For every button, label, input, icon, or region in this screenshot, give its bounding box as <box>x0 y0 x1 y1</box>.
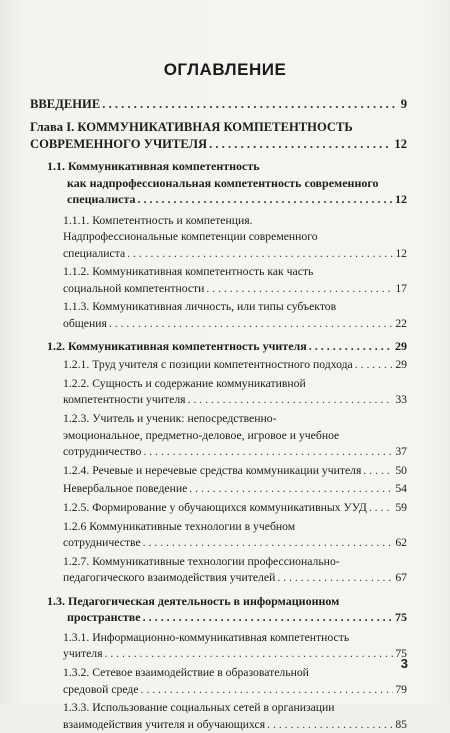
toc-entry-title-line: компетентности учителя <box>63 393 186 407</box>
toc-entry-title-line: 1.2.3. Учитель и ученик: непосредственно- <box>63 411 277 425</box>
dot-leader <box>104 646 393 663</box>
toc-entry-page: 75 <box>395 610 407 625</box>
toc-entry <box>63 665 407 698</box>
toc-entry-title-line: 1.2.2. Сущность и содержание коммуникативной <box>63 376 306 390</box>
toc-entry-page: 29 <box>395 338 407 353</box>
toc-entry-title-line: 1.2.1. Труд учителя с позиции компетентностного подхода <box>63 358 353 372</box>
dot-leader <box>141 682 394 699</box>
toc-entry-title-line: как надпрофессиональная компетентность современного <box>67 175 379 190</box>
toc-entry-title-line: 1.3. Педагогическая деятельность в информационном <box>47 593 340 608</box>
toc-entry-title-line: сотрудничество <box>63 445 142 459</box>
toc-entry <box>63 700 407 733</box>
toc-entry-title-line: средовой среде <box>63 682 139 696</box>
toc-entry-page: 17 <box>395 281 407 295</box>
toc-entry-page: 22 <box>395 317 407 331</box>
dot-leader <box>138 191 393 208</box>
toc-entry-title-line: 1.2. Коммуникативная компетентность учителя <box>47 338 307 353</box>
toc-entry-page: 29 <box>395 358 407 372</box>
toc-entry-page: 12 <box>394 137 407 151</box>
toc-entry <box>63 299 407 332</box>
toc-entry-title-line: СОВРЕМЕННОГО УЧИТЕЛЯ <box>30 137 208 151</box>
dot-leader <box>188 392 394 409</box>
dot-leader <box>369 500 394 517</box>
toc-entry <box>30 96 407 113</box>
toc-entry-title-line: специалиста <box>63 246 126 260</box>
toc-entry-title-line: специалиста <box>67 192 136 206</box>
toc-entry-title-line: взаимодействия учителя и обучающихся <box>63 717 266 731</box>
toc-entry-title-line: Глава I. КОММУНИКАТИВНАЯ КОМПЕТЕНТНОСТЬ <box>30 120 353 134</box>
toc-entry <box>63 481 407 498</box>
toc-entry-title-line: 1.1.1. Компетентность и компетенция. <box>63 213 253 227</box>
toc-entry <box>63 519 407 552</box>
toc-entry-page: 37 <box>395 445 407 459</box>
toc-entry-page: 33 <box>395 393 407 407</box>
dot-leader <box>209 136 392 153</box>
toc-entry-page: 50 <box>395 463 407 477</box>
toc-entry-title-line: 1.2.4. Речевые и неречевые средства коммуникации учителя <box>63 463 362 477</box>
toc-entry-title-line: 1.3.2. Сетевое взаимодействие в образовательной <box>63 666 309 680</box>
toc-entry <box>47 338 407 355</box>
dot-leader <box>109 316 393 333</box>
toc-entry-title-line: сотрудничестве <box>63 536 141 550</box>
toc-entry <box>63 264 407 297</box>
toc-entry-title-line: 1.2.6 Коммуникативные технологии в учебном <box>63 519 296 533</box>
toc-entry-title-line: Надпрофессиональные компетенции современного <box>63 230 318 244</box>
toc-entry-title-line: пространстве <box>67 610 141 625</box>
dot-leader <box>309 338 393 355</box>
toc-entry-title-line: общения <box>63 317 107 331</box>
dot-leader <box>267 717 393 733</box>
dot-leader <box>143 444 393 461</box>
toc-entry <box>63 213 407 263</box>
toc-entry-page: 12 <box>395 192 407 206</box>
dot-leader <box>102 96 398 113</box>
toc-entry-title-line: учителя <box>63 647 103 661</box>
toc-entry-page: 79 <box>395 682 407 696</box>
toc-entry-title-line: 1.2.7. Коммуникативные технологии профессионально- <box>63 554 340 568</box>
dot-leader <box>277 570 393 587</box>
toc-entry <box>63 500 407 517</box>
dot-leader <box>363 463 393 480</box>
toc-entry-title-line: 1.1.3. Коммуникативная личность, или типы субъектов <box>63 300 337 314</box>
dot-leader <box>355 357 394 374</box>
toc-entry-title-line: 1.1. Коммуникативная компетентность <box>47 159 260 173</box>
toc-entry-title-line: 1.2.5. Формирование у обучающихся коммуникативных УУД <box>63 500 367 514</box>
toc-entry <box>63 376 407 409</box>
toc-entry-page: 12 <box>395 246 407 260</box>
toc-entry-title-line: педагогического взаимодействия учителей <box>63 571 276 585</box>
page-number: 3 <box>400 656 408 671</box>
dot-leader <box>143 535 394 552</box>
toc-entry-title-line: 1.1.2. Коммуникативная компетентность как часть <box>63 265 314 279</box>
toc-entry-page: 59 <box>395 500 407 514</box>
toc-entry-title-line: 1.3.1. Информационно-коммуникативная компетентность <box>63 630 350 644</box>
toc-entry-page: 67 <box>395 571 407 585</box>
toc-entry <box>63 411 407 461</box>
table-of-contents <box>0 96 450 733</box>
toc-entry-page: 54 <box>395 482 407 496</box>
toc-entry-title-line: ВВЕДЕНИЕ <box>30 97 101 111</box>
toc-entry <box>47 158 407 208</box>
toc-entry-title-line: 1.3.3. Использование социальных сетей в организации <box>63 701 335 715</box>
toc-entry <box>63 554 407 587</box>
dot-leader <box>127 246 393 263</box>
toc-entry <box>63 357 407 374</box>
toc-entry-page: 85 <box>395 717 407 731</box>
dot-leader <box>189 481 393 498</box>
toc-entry <box>63 630 407 663</box>
toc-entry-page: 75 <box>395 647 407 661</box>
page-title: ОГЛАВЛЕНИЕ <box>163 60 287 79</box>
toc-entry-title-line: эмоциональное, предметно-деловое, игровое и учебное <box>63 428 340 442</box>
toc-entry <box>47 593 407 626</box>
toc-entry <box>30 119 407 153</box>
dot-leader <box>143 609 393 626</box>
toc-entry <box>63 463 407 480</box>
toc-entry-page: 9 <box>400 97 407 111</box>
toc-entry-page: 62 <box>395 536 407 550</box>
dot-leader <box>206 281 393 298</box>
toc-entry-title-line: социальной компетентности <box>63 281 205 295</box>
toc-entry-title-line: Невербальное поведение <box>63 482 188 496</box>
